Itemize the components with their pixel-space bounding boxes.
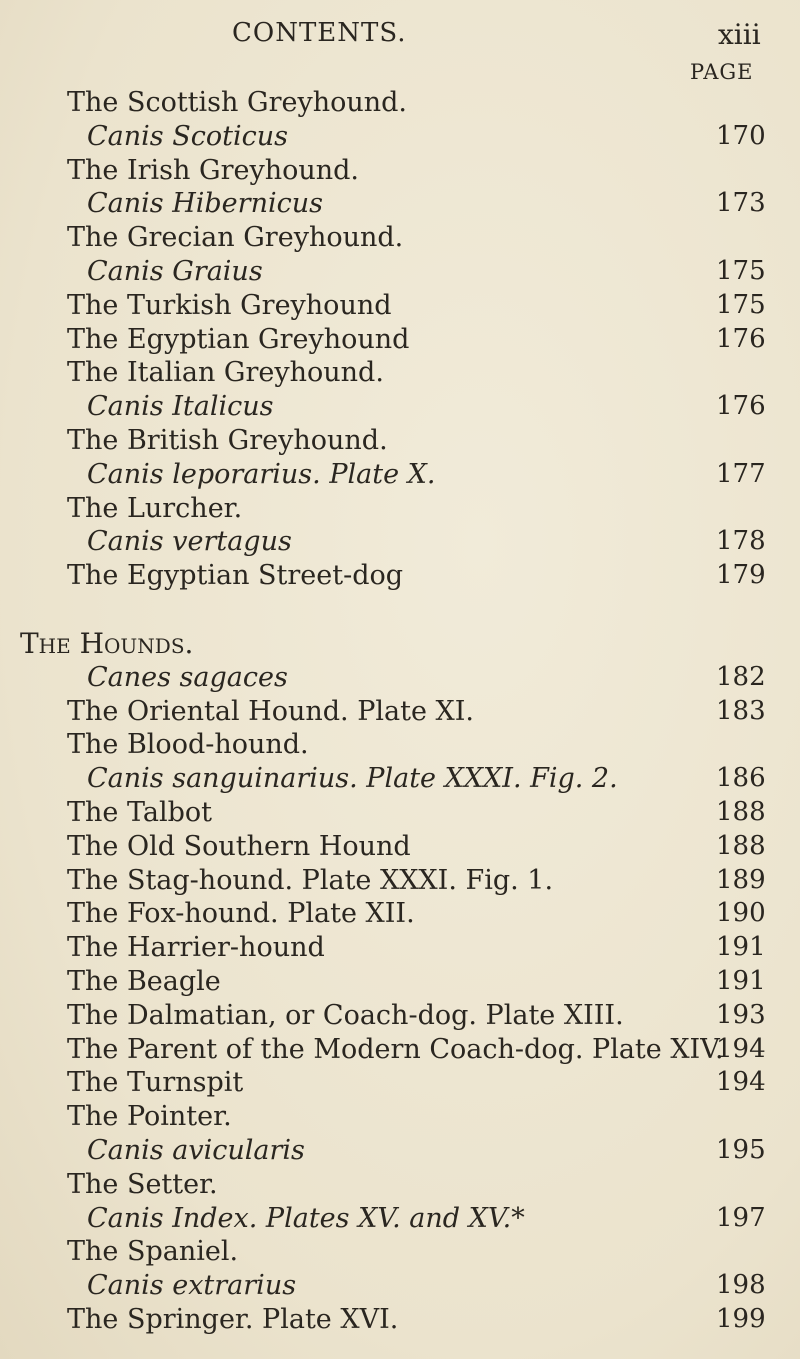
toc-entry-title: The Italian Greyhound. [67,357,384,389]
toc-entry [0,356,800,390]
toc-entry-title: The Lurcher. [67,492,243,524]
toc-page-number: 176 [716,391,766,422]
toc-page-number: 198 [716,1270,766,1301]
toc-entry [0,1303,800,1337]
toc-entry [0,931,800,965]
toc-entry-title: Canis vertagus [87,526,292,558]
folio-number: xiii [718,18,761,51]
toc-entry [0,830,800,864]
toc-page-number: 191 [716,932,766,963]
running-title: CONTENTS. [232,18,407,48]
toc-entry [0,1202,800,1236]
toc-entry [0,86,800,120]
toc-entry [0,458,800,492]
toc-page-number: 191 [716,965,766,996]
toc-entry [0,221,800,255]
toc-entry-title: The Blood-hound. [67,729,309,761]
toc-entry [0,999,800,1033]
toc-entry [0,390,800,424]
toc-entry-title: Canis Scoticus [87,120,288,152]
toc-entry-title: The Fox-hound. Plate XII. [67,898,415,930]
toc-entry [0,1269,800,1303]
toc-entry [0,289,800,323]
toc-entry [0,120,800,154]
toc-entry [0,525,800,559]
toc-page-number: 190 [716,898,766,929]
section-gap [0,593,800,627]
toc-page-number: 194 [716,1033,766,1064]
toc-entry-title: The Talbot [67,796,212,828]
toc-page-number: 194 [716,1067,766,1098]
toc-page-number: 189 [716,864,766,895]
toc-entry [0,323,800,357]
toc-entry-title: Canis Hibernicus [87,188,323,220]
toc-entry-title: The Oriental Hound. Plate XI. [67,695,474,727]
toc-entry-title: Canis avicularis [87,1134,305,1166]
toc-entry [0,154,800,188]
table-of-contents [0,86,800,1337]
toc-entry-title: The Pointer. [67,1101,232,1133]
toc-entry [0,559,800,593]
toc-page-number: 178 [716,526,766,557]
toc-entry [0,1066,800,1100]
toc-entry-title: The British Greyhound. [67,424,388,456]
toc-entry-title: The Spaniel. [67,1236,239,1268]
toc-entry-title: The Stag-hound. Plate XXXI. Fig. 1. [67,864,554,896]
toc-entry-title: Canis Italicus [87,391,274,423]
toc-section-heading [0,627,800,661]
toc-page-number: 186 [716,763,766,794]
toc-entry-title: The Dalmatian, or Coach-dog. Plate XIII. [67,999,624,1031]
toc-entry [0,965,800,999]
toc-entry [0,1134,800,1168]
toc-page-number: 179 [716,560,766,591]
toc-page-number: 188 [716,796,766,827]
toc-entry-title: The Hounds. [20,626,194,660]
toc-page-number: 195 [716,1134,766,1165]
toc-page-number: 188 [716,830,766,861]
toc-entry [0,796,800,830]
toc-entry [0,1033,800,1067]
toc-entry [0,424,800,458]
toc-entry-title: The Irish Greyhound. [67,154,359,186]
toc-entry-title: Canis Graius [87,255,263,287]
toc-page-number: 193 [716,999,766,1030]
toc-entry-title: The Old Southern Hound [67,830,411,862]
toc-page-number: 170 [716,120,766,151]
toc-entry [0,1100,800,1134]
toc-entry [0,728,800,762]
toc-page-number: 182 [716,661,766,692]
toc-entry [0,1235,800,1269]
toc-page-number: 173 [716,188,766,219]
toc-entry-title: The Springer. Plate XVI. [67,1303,399,1335]
toc-entry-title: Canes sagaces [87,661,288,693]
toc-entry-title: The Harrier-hound [67,932,325,964]
toc-entry [0,1168,800,1202]
toc-entry-title: Canis sanguinarius. Plate XXXI. Fig. 2. [87,763,618,795]
toc-page-number: 175 [716,255,766,286]
toc-page-number: 197 [716,1202,766,1233]
toc-entry [0,661,800,695]
toc-page-number: 176 [716,323,766,354]
toc-page-number: 183 [716,695,766,726]
toc-entry [0,255,800,289]
toc-entry [0,492,800,526]
toc-entry-title: Canis leporarius. Plate X. [87,458,436,490]
toc-entry [0,187,800,221]
toc-page-number: 175 [716,289,766,320]
toc-entry [0,864,800,898]
toc-entry-title: The Turnspit [67,1067,244,1099]
toc-entry-title: Canis Index. Plates XV. and XV.* [87,1202,525,1234]
toc-entry-title: The Grecian Greyhound. [67,222,404,254]
toc-entry [0,762,800,796]
toc-page-number: 177 [716,458,766,489]
toc-entry-title: The Egyptian Street-dog [67,560,404,592]
toc-entry [0,695,800,729]
running-head [0,18,800,58]
toc-entry-title: The Beagle [67,965,221,997]
toc-entry-title: Canis extrarius [87,1270,297,1302]
toc-entry-title: The Turkish Greyhound [67,289,392,321]
toc-entry-title: The Egyptian Greyhound [67,323,410,355]
page-column-label: PAGE [690,60,754,84]
toc-entry-title: The Parent of the Modern Coach-dog. Plate XIV. [67,1033,724,1065]
toc-entry-title: The Scottish Greyhound. [67,87,407,118]
toc-entry [0,897,800,931]
toc-entry-title: The Setter. [67,1168,218,1200]
toc-page-number: 199 [716,1303,766,1334]
